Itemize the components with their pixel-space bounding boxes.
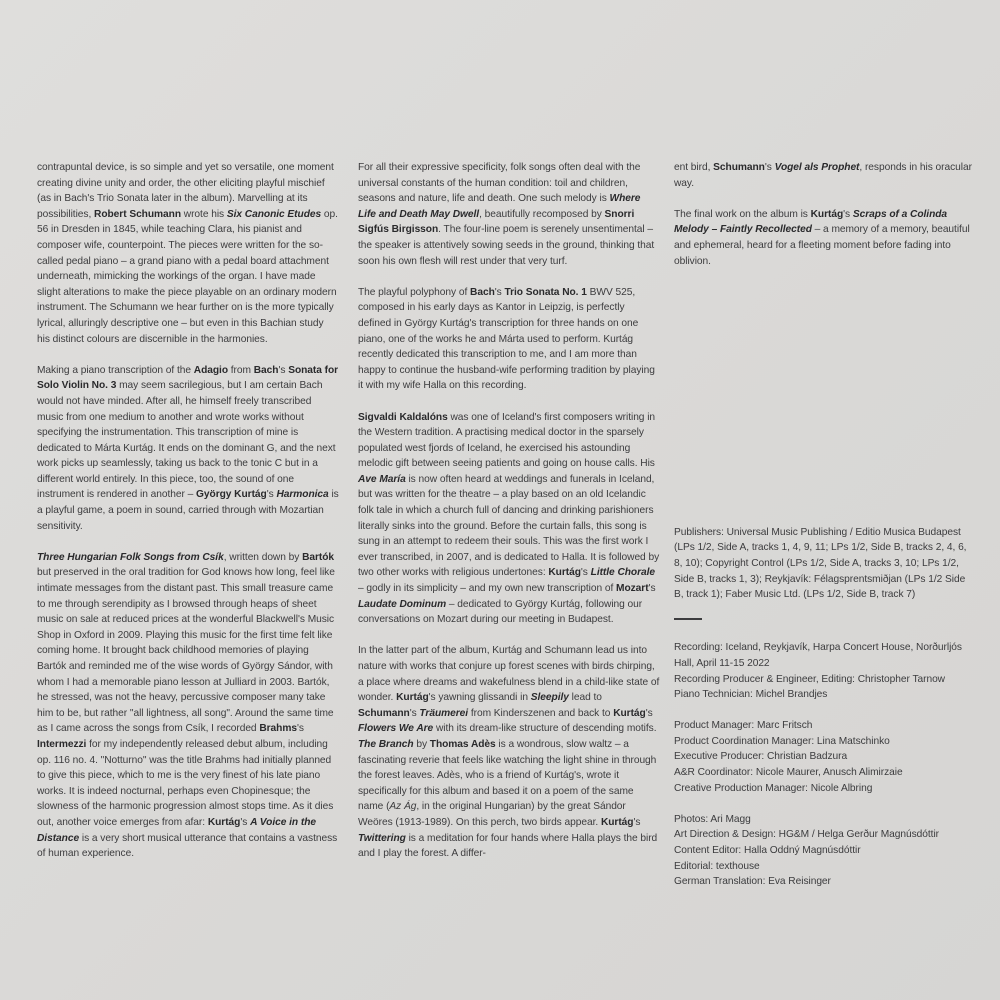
text-run: op. 56 in Dresden in 1845, while teaching Clara, his pianist and composer wife, counterpoint. The pieces were written for the so-called pedal piano – a grand piano with a pedal board attachment underneath, mimicking the workings of the organ. I have made slight alterations to make the piece playable on an ordinary modern instrument. The Schumann we hear further on is the more typically lyrical, alluringly descriptive one – but even in this Bachian study his distinct colours are discernible in the harmonies. <box>37 208 338 345</box>
text-run: 's yawning glissandi in <box>428 692 531 704</box>
publishers-credit: Publishers: Universal Music Publishing / Editio Musica Budapest (LPs 1/2, Side A, tracks 1, 4, 9, 11; LPs 1/2, Side B, tracks 2, 4, 6, 8, 10); Copyright Control (LPs 1/2, Side A, tracks 3, 10; LPs 1/2, Side B, tracks 1, 3); Reykjavík: Félagsprentsmiðjan (LPs 1/2 Side B, track 1); Faber Music Ltd. (LPs 1/2, Side B, track 7) <box>674 526 967 601</box>
emphasis-run: Snorri Sigfús Birgisson <box>358 208 635 236</box>
text-run: 's <box>645 707 653 719</box>
section-divider <box>674 618 702 620</box>
emphasis-run: Adagio <box>193 364 228 376</box>
text-run: Making a piano transcription of the <box>37 364 194 376</box>
emphasis-run: Brahms <box>259 723 297 735</box>
emphasis-run: Kurtág <box>810 208 844 220</box>
emphasis-run: Flowers We Are <box>358 723 434 735</box>
emphasis-run: György Kurtág <box>196 489 267 501</box>
credit-line: Product Coordination Manager: Lina Matschinko <box>674 735 890 747</box>
text-run: with its dream-like structure of descending motifs. <box>433 723 657 735</box>
text-run: wrote his <box>181 208 227 220</box>
credit-line: Recording: Iceland, Reykjavík, Harpa Concert House, Norðurljós Hall, April 11-15 2022 <box>674 642 962 669</box>
emphasis-run: Vogel als Prophet <box>774 162 860 173</box>
body-paragraph <box>37 550 339 862</box>
credit-line: German Translation: Eva Reisinger <box>674 876 831 888</box>
text-run: is now often heard at weddings and funerals in Iceland, but was written for the theatre – a play based on an old Icelandic folk tale in which a church full of dancing and drinking parishioners literally sinks into the ground. Before the curtain falls, this song is sung in an attempt to redeem their souls. This was the first work I ever transcribed, in 2007, and is dedicated to Halla. It is followed by two other works with religious undertones: <box>358 473 660 579</box>
body-paragraph <box>358 410 660 628</box>
emphasis-run: Three Hungarian Folk Songs from Csík <box>37 551 224 563</box>
text-run: , responds in his oracular way. <box>674 162 972 189</box>
emphasis-run: Robert Schumann <box>94 208 181 220</box>
column-right <box>674 160 974 905</box>
text-run: is a meditation for four hands where Halla plays the bird and I play the forest. A differ- <box>358 832 658 860</box>
emphasis-run: Bach <box>470 286 495 298</box>
text-run: for my independently released debut album, including op. 116 no. 4. "Notturno" was the title Brahms had initially planned to give this piece, which to me is the very finest of his late piano works. It is indeed nocturnal, perhaps even Chopinesque; the slowness of the harmonic progression almost stops time. As it dies out, another voice emerges from afar: <box>37 738 334 828</box>
text-run: ent bird, <box>674 162 714 173</box>
text-run: is a playful game, a poem in sound, carried through with Mozartian sensitivity. <box>37 489 339 532</box>
text-run: was one of Iceland's first composers writing in the Western tradition. A practising medical doctor in the sparsely populated west fjords of Iceland, he exercised his astounding melodic gift between seeing patients and going on house calls. His <box>358 411 656 470</box>
emphasis-run: Kurtág <box>396 692 429 704</box>
credit-line: A&R Coordinator: Nicole Maurer, Anusch Alimirzaie <box>674 767 903 779</box>
text-run: 's <box>296 723 304 735</box>
text-run: 's <box>580 567 591 579</box>
text-run: from <box>228 364 254 376</box>
text-run: is a wondrous, slow waltz – a fascinating reverie that feels like watching the light shine in through the forest leaves. Adès, who is a friend of Kurtág's, wrote it specifically for this album and based it on a poem of the same name ( <box>358 738 657 813</box>
emphasis-run: Scraps of a Colinda Melody – Faintly Recollected <box>674 208 948 236</box>
emphasis-run: Sonata for Solo Violin No. 3 <box>37 364 339 392</box>
credit-group <box>674 812 974 890</box>
emphasis-run: Bartók <box>302 551 335 563</box>
body-paragraph <box>358 643 660 861</box>
credit-line: Art Direction & Design: HG&M / Helga Gerður Magnúsdóttir <box>674 829 940 841</box>
credit-line: Photos: Ari Magg <box>674 813 751 825</box>
credit-line: Executive Producer: Christian Badzura <box>674 751 848 763</box>
text-run: contrapuntal device, is so simple and yet so versatile, one moment creating divine unity and order, the other eliciting playful mischief (as in Bach's Trio Sonata later in the album). Marvelling at its possibilities, <box>37 162 334 220</box>
body-paragraph <box>358 160 660 269</box>
emphasis-run: Schumann <box>713 162 765 173</box>
column-middle <box>358 160 660 877</box>
text-run: , written down by <box>223 551 303 563</box>
text-run: 's <box>633 816 641 828</box>
body-paragraph <box>674 207 974 269</box>
text-run: , in the original Hungarian) by the great Sándor Weöres (1913-1989). On this perch, two birds appear. <box>358 801 626 828</box>
text-run: 's <box>764 162 775 173</box>
emphasis-run: Six Canonic Etudes <box>226 208 322 220</box>
text-run: from Kinderszenen and back to <box>468 707 614 719</box>
credit-line: Editorial: texthouse <box>674 860 760 872</box>
body-paragraph <box>674 160 974 191</box>
emphasis-run: Ave María <box>358 473 406 485</box>
emphasis-run: Schumann <box>358 707 410 719</box>
text-run: In the latter part of the album, Kurtág and Schumann lead us into nature with works that conjure up forest scenes with birds chirping, a place where dreams and wakefulness blend in a child-like state of wonder. <box>358 645 660 704</box>
emphasis-run: Kurtág <box>600 816 634 828</box>
emphasis-run: Kurtág <box>548 567 581 579</box>
text-run: BWV 525, composed in his early days as Kantor in Leipzig, is perfectly defined in György Kurtág's transcription for three hands on one piano, one of the works he and Márta used to perform. Kurtág recently dedicated this transcription to me, and I am more than happy to continue the husband-wife performing tradition by playing it with my wife Halla on this recording. <box>358 286 655 392</box>
text-run: – a memory of a memory, beautiful and ephemeral, heard for a fleeting moment before fading into oblivion. <box>674 224 970 267</box>
emphasis-run: Sigvaldi Kaldalóns <box>358 411 448 423</box>
credits-list <box>674 640 974 890</box>
body-paragraph <box>37 363 339 535</box>
emphasis-run: Bach <box>253 364 279 376</box>
emphasis-run: Kurtág <box>207 816 241 828</box>
emphasis-run: Twittering <box>358 832 406 844</box>
text-run: 's <box>494 286 505 298</box>
credit-line: Recording Producer & Engineer, Editing: Christopher Tarnow <box>674 673 945 685</box>
text-run: The final work on the album is <box>674 208 811 220</box>
emphasis-run: Laudate Dominum <box>358 598 447 610</box>
text-run: – dedicated to György Kurtág, following our conversations on Mozart during our meeting in Budapest. <box>358 598 643 626</box>
credit-line: Content Editor: Halla Oddný Magnúsdóttir <box>674 845 861 857</box>
credit-group <box>674 640 974 702</box>
emphasis-run: Kurtág <box>613 707 646 719</box>
body-paragraph <box>358 285 660 394</box>
text-run: but preserved in the oral tradition for God knows how long, feel like intimate messages from the distant past. This small treasure came to me through serendipity as I browsed through heaps of sheet music on sale at reduced prices at the wonderful Blackwell's Music Shop in Oxford in 2009. Playing this music for the first time felt like coming home. It brought back childhood memories of playing Bartók and reminded me of the wise words of György Sándor, with whom I had a memorable piano lesson at Julliard in 2003. Bartók, he stressed, was not the heavy, percussive composer many take him to be, but rather "all lightness, all song". Around the same time as I came across the songs from Csík, I recorded <box>37 567 335 735</box>
text-run: For all their expressive specificity, folk songs often deal with the universal constants of the human condition: toil and children, seasons and nature, life and death. One such melody is <box>358 162 641 205</box>
emphasis-run: Where Life and Death May Dwell <box>358 193 641 220</box>
emphasis-run: Träumerei <box>419 707 469 719</box>
emphasis-run: Az Ág <box>389 801 417 813</box>
emphasis-run: Trio Sonata No. 1 <box>504 286 587 298</box>
emphasis-run: The Branch <box>358 738 414 750</box>
text-run: by <box>413 738 430 750</box>
emphasis-run: Intermezzi <box>37 738 87 750</box>
emphasis-run: Little Chorale <box>590 567 656 579</box>
text-run: – godly in its simplicity – and my own new transcription of <box>358 583 617 595</box>
text-run: is a very short musical utterance that contains a vastness of human experience. <box>37 832 338 860</box>
text-run: . The four-line poem is serenely unsentimental – the speaker is attentively sowing seeds in the ground, thinking that soon his own flesh will rest under that very turf. <box>358 224 655 267</box>
text-run: The playful polyphony of <box>358 286 471 298</box>
credit-line: Creative Production Manager: Nicole Albring <box>674 782 873 794</box>
text-run: 's <box>240 816 251 828</box>
text-run: 's <box>648 583 656 595</box>
text-run: 's <box>266 489 277 501</box>
text-run: , beautifully recomposed by <box>479 208 605 220</box>
text-run: 's <box>278 364 289 376</box>
text-run: 's <box>409 707 420 719</box>
text-run: 's <box>843 208 853 220</box>
emphasis-run: A Voice in the Distance <box>37 816 316 844</box>
column-left <box>37 160 339 877</box>
emphasis-run: Harmonica <box>276 489 329 501</box>
text-run: may seem sacrilegious, but I am certain Bach would not have minded. After all, he himself freely transcribed music from one medium to another and wrote works without specifying the instrumentation. This transcription of mine is dedicated to Márta Kurtág. It ends on the dominant G, and the next work picks up seamlessly, taking us back to the tonic C but in a different world entirely. In this piece, too, the sound of one instrument is rendered in another – <box>37 380 336 501</box>
emphasis-run: Thomas Adès <box>429 738 496 750</box>
credit-group <box>674 718 974 796</box>
text-run: lead to <box>568 692 602 704</box>
credit-line: Piano Technician: Michel Brandjes <box>674 689 828 701</box>
emphasis-run: Mozart <box>616 583 649 595</box>
body-paragraph <box>37 160 339 347</box>
emphasis-run: Sleepily <box>530 692 569 704</box>
credit-line: Product Manager: Marc Fritsch <box>674 720 813 732</box>
